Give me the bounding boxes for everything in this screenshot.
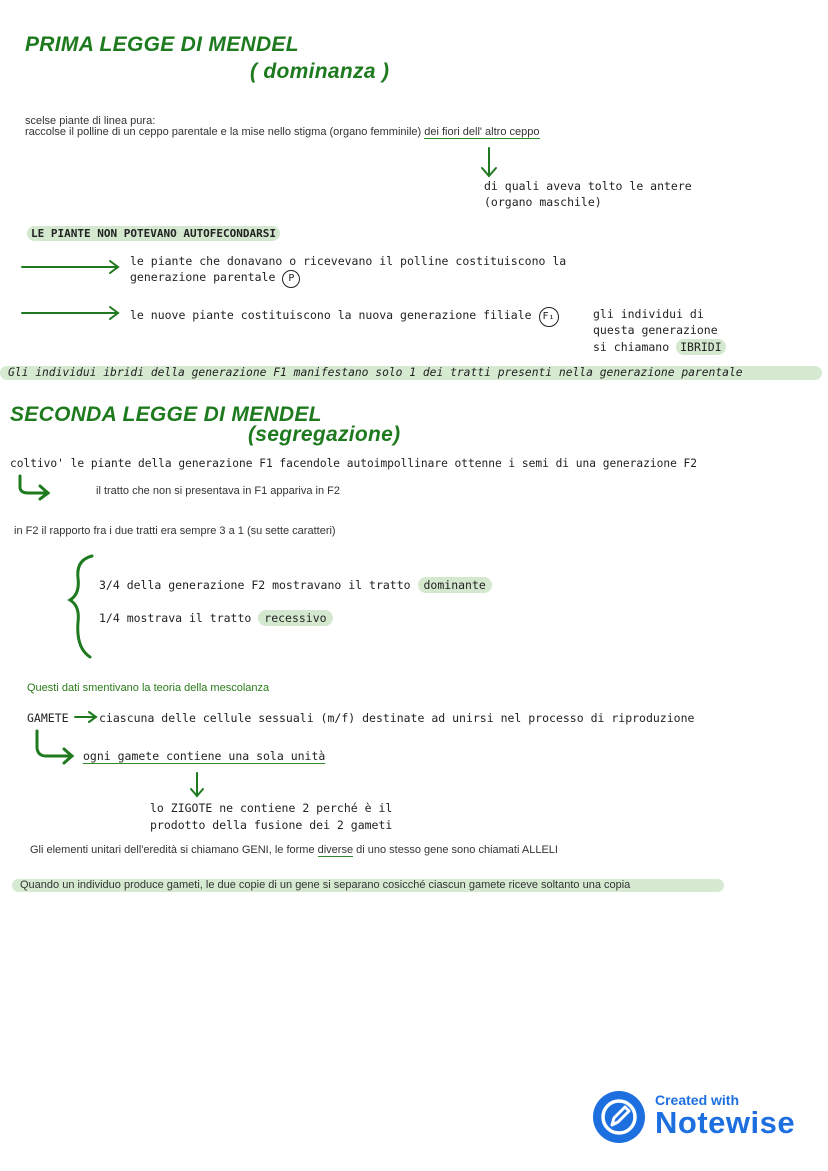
filial-text: le nuove piante costituiscono la nuova generazione filiale	[130, 308, 532, 322]
parental-symbol: P	[282, 270, 300, 288]
ibridi-highlight: IBRIDI	[676, 339, 726, 355]
geni-line	[30, 844, 558, 856]
intro-line-2	[25, 126, 540, 138]
recessivo-text: 1/4 mostrava il tratto	[99, 611, 252, 625]
individui-text: si chiamano	[593, 340, 670, 354]
filial-line	[130, 307, 559, 327]
parental-text: generazione parentale	[130, 270, 276, 284]
curved-arrow-icon	[37, 731, 72, 763]
gamete-definition: ciascuna delle cellule sessuali (m/f) destinate ad unirsi nel processo di riproduzione	[99, 711, 695, 725]
individui-line-1: gli individui di	[593, 307, 704, 321]
section2-title: SECONDA LEGGE DI MENDEL	[10, 403, 322, 426]
recessivo-line	[99, 611, 333, 625]
geni-diverse: diverse	[317, 844, 354, 856]
dominante-line	[99, 578, 492, 592]
dominante-text: 3/4 della generazione F2 mostravano il tratto	[99, 578, 411, 592]
section2-subtitle: (segregazione)	[248, 423, 401, 446]
notewise-logo	[593, 1091, 645, 1143]
section1-summary: Gli individui ibridi della generazione F1 manifestano solo 1 dei tratti presenti nella generazione parentale	[8, 366, 743, 379]
intro-line-1: scelse piante di linea pura:	[25, 115, 156, 127]
zigote-line-1: lo ZIGOTE ne contiene 2 perché è il	[150, 801, 393, 815]
dominante-highlight: dominante	[418, 577, 492, 593]
parental-line-1: le piante che donavano o ricevevano il polline costituiscono la	[130, 254, 567, 268]
antere-line-1: di quali aveva tolto le antere	[484, 179, 692, 193]
zigote-line-2: prodotto della fusione dei 2 gameti	[150, 818, 393, 832]
arrow-right-icon	[22, 307, 118, 319]
section1-subtitle: ( dominanza )	[250, 60, 390, 83]
intro-underlined: dei fiori dell' altro ceppo	[424, 126, 540, 138]
brace-icon	[70, 556, 92, 657]
ogni-gamete-line: ogni gamete contiene una sola unità	[83, 749, 326, 763]
filial-symbol: F₁	[539, 307, 559, 327]
geni-text-post: di uno stesso gene sono chiamati ALLELI	[353, 844, 558, 856]
curved-arrow-icon	[20, 476, 48, 499]
arrow-right-icon	[75, 712, 96, 722]
arrow-down-icon	[191, 773, 203, 796]
tratto-f2-line: il tratto che non si presentava in F1 appariva in F2	[96, 485, 340, 497]
section1-title: PRIMA LEGGE DI MENDEL	[25, 33, 299, 56]
geni-text-pre: Gli elementi unitari dell'eredità si chiamano GENI, le forme	[30, 844, 318, 856]
autofecondarsi-note: LE PIANTE NON POTEVANO AUTOFECONDARSI	[27, 226, 280, 241]
intro-line-2-text: raccolse il polline di un ceppo parentale e la mise nello stigma (organo femminile)	[25, 126, 425, 138]
parental-line-2	[130, 270, 300, 288]
antere-line-2: (organo maschile)	[484, 195, 602, 209]
arrow-down-icon	[482, 148, 496, 176]
created-with-label: Created with	[655, 1092, 740, 1108]
pencil-icon	[593, 1091, 645, 1143]
smentivano-line: Questi dati smentivano la teoria della mescolanza	[27, 682, 270, 694]
arrow-right-icon	[22, 261, 118, 273]
recessivo-highlight: recessivo	[258, 610, 332, 626]
individui-line-2: questa generazione	[593, 323, 718, 337]
rapporto-line: in F2 il rapporto fra i due tratti era sempre 3 a 1 (su sette caratteri)	[14, 525, 336, 537]
individui-line-3	[593, 340, 726, 354]
section2-summary: Quando un individuo produce gameti, le due copie di un gene si separano cosicché ciascun gamete riceve soltanto una copia	[20, 879, 631, 891]
gamete-label: GAMETE	[27, 711, 69, 725]
coltivo-line: coltivo' le piante della generazione F1 facendole autoimpollinare ottenne i semi di una generazione F2	[10, 457, 698, 470]
notewise-wordmark: Notewise	[655, 1105, 796, 1140]
